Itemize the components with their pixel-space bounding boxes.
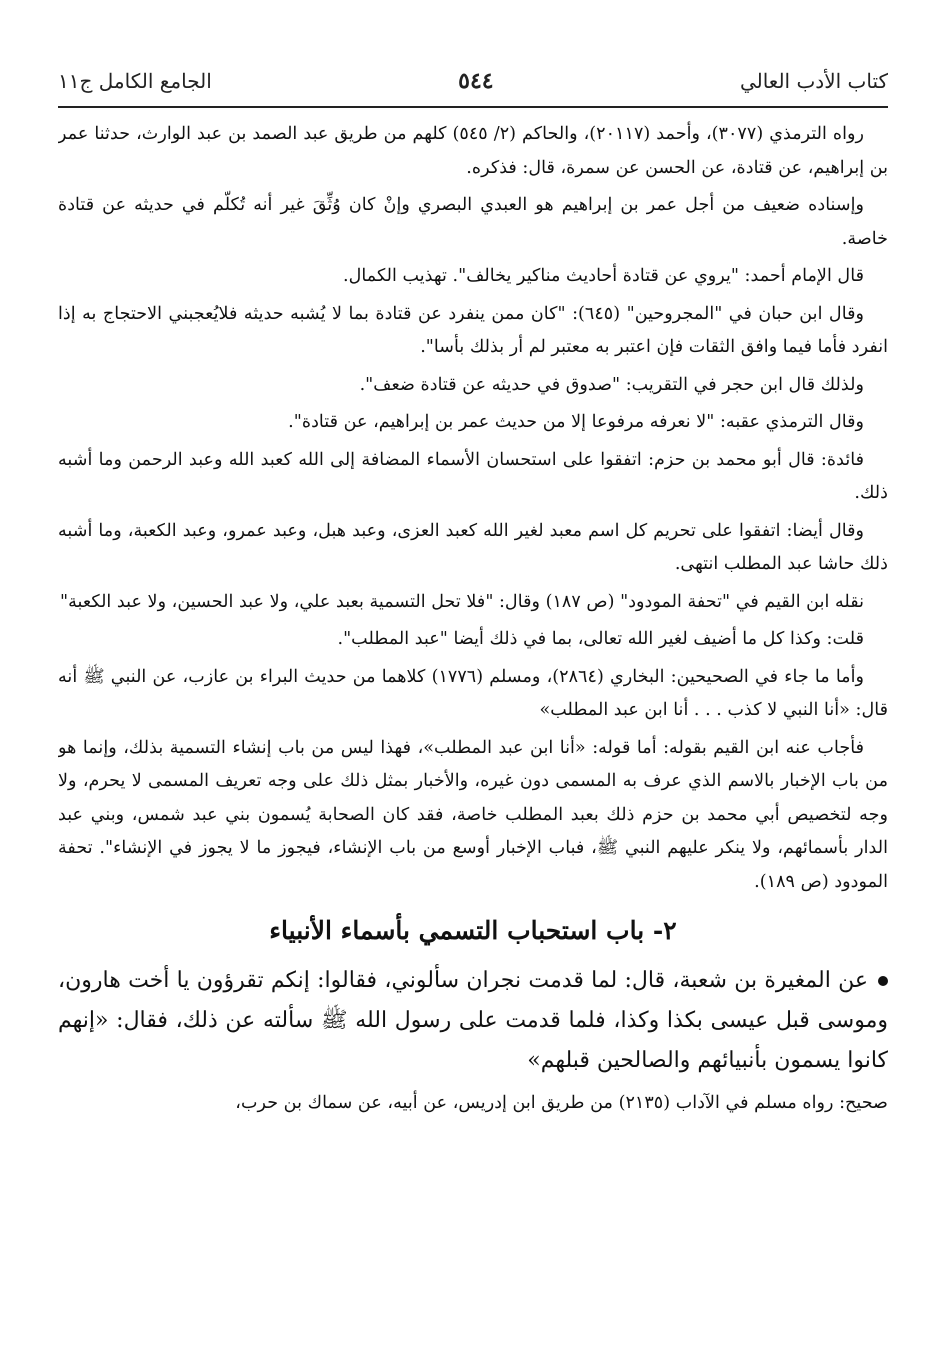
- section-title: ٢- باب استحباب التسمي بأسماء الأنبياء: [269, 916, 677, 945]
- note-paragraph: وأما ما جاء في الصحيحين: البخاري (٢٨٦٤)، ومسلم (١٧٧٦) كلاهما من حديث البراء بن عازب، عن النبي ﷺ أنه قال: «أنا النبي لا كذب . . . أنا ابن عبد المطلب»: [58, 666, 888, 720]
- volume-title: الجامع الكامل ج١١: [58, 69, 212, 93]
- page-header: [58, 58, 888, 104]
- note-paragraph: رواه الترمذي (٣٠٧٧)، وأحمد (٢٠١١٧)، والحاكم (٢/ ٥٤٥) كلهم من طريق عبد الصمد بن عبد الوارث، حدثنا عمر بن إبراهيم، عن قتادة، عن الحسن عن سمرة، قال: فذكره.: [58, 124, 888, 178]
- takhrij-note: صحيح: رواه مسلم في الآداب (٢١٣٥) من طريق ابن إدريس، عن أبيه، عن سماك بن حرب،: [235, 1093, 888, 1113]
- note-paragraph: فائدة: قال أبو محمد بن حزم: اتفقوا على استحسان الأسماء المضافة إلى الله كعبد الله وعبد الرحمن وما أشبه ذلك.: [58, 449, 888, 503]
- note-paragraph: وقال ابن حبان في "المجروحين" (٦٤٥): "كان ممن ينفرد عن قتادة بما لا يُشبه حديثه فلايُعجبني الاحتجاج به إذا انفرد فأما فيما وافق الثقات فإن اعتبر به معتبر لم أر بذلك بأسا".: [58, 303, 888, 357]
- note-paragraph: قال الإمام أحمد: "يروي عن قتادة أحاديث مناكير يخالف". تهذيب الكمال.: [343, 266, 864, 286]
- book-page: [58, 58, 888, 1348]
- note-paragraph: وإسناده ضعيف من أجل عمر بن إبراهيم هو العبدي البصري وإنْ كان وُثِّقَ غير أنه تُكلّم في حديثه عن قتادة خاصة.: [58, 195, 888, 249]
- note-paragraph: ولذلك قال ابن حجر في التقريب: "صدوق في حديثه عن قتادة ضعف".: [359, 374, 864, 395]
- page-number: ٥٤٤: [458, 68, 494, 94]
- note-paragraph: وقال أيضا: اتفقوا على تحريم كل اسم معبد لغير الله كعبد العزى، وعبد هبل، وعبد عمرو، وعبد الكعبة، وما أشبه ذلك حاشا عبد المطلب انتهى.: [58, 520, 888, 574]
- note-paragraph: وقال الترمذي عقبه: "لا نعرفه مرفوعا إلا من حديث عمر بن إبراهيم، عن قتادة".: [288, 412, 864, 432]
- book-title: كتاب الأدب العالي: [739, 69, 888, 93]
- bullet-icon: [878, 976, 888, 986]
- note-paragraph: فأجاب عنه ابن القيم بقوله: أما قوله: «أنا ابن عبد المطلب»، فهذا ليس من باب إنشاء التسمية بذلك، وإنما هو من باب الإخبار بالاسم الذي عرف به المسمى دون غيره، والأخبار بمثل ذلك على وجه تعريف المسمى لا يحرم، ولا وجه لتخصيص أبي محمد بن حزم ذلك بعبد المطلب خاصة، فقد كان الصحابة يُسمون بني عبد شمس، وبني عبد الدار بأسمائهم، ولا ينكر عليهم النبي ﷺ، فباب الإخبار أوسع من باب الإنشاء، فيجوز ما لا يجوز في الإنشاء". تحفة المودود (ص ١٨٩).: [58, 737, 888, 892]
- header-rule: [58, 106, 888, 108]
- hadith-text: [58, 961, 888, 1081]
- footnotes: [58, 118, 888, 899]
- note-paragraph: قلت: وكذا كل ما أضيف لغير الله تعالى، بما في ذلك أيضا "عبد المطلب".: [337, 629, 864, 649]
- note-paragraph: نقله ابن القيم في "تحفة المودود" (ص ١٨٧) وقال: "فلا تحل التسمية بعبد علي، ولا عبد الحسين، ولا عبد الكعبة": [60, 591, 864, 612]
- hadith-body: عن المغيرة بن شعبة، قال: لما قدمت نجران سألوني، فقالوا: إنكم تقرؤون يا أخت هارون، وموسى قبل عيسى بكذا وكذا، فلما قدمت على رسول الله ﷺ سألته عن ذلك، فقال: «إنهم كانوا يسمون بأنبيائهم والصالحين قبلهم»: [58, 968, 888, 1073]
